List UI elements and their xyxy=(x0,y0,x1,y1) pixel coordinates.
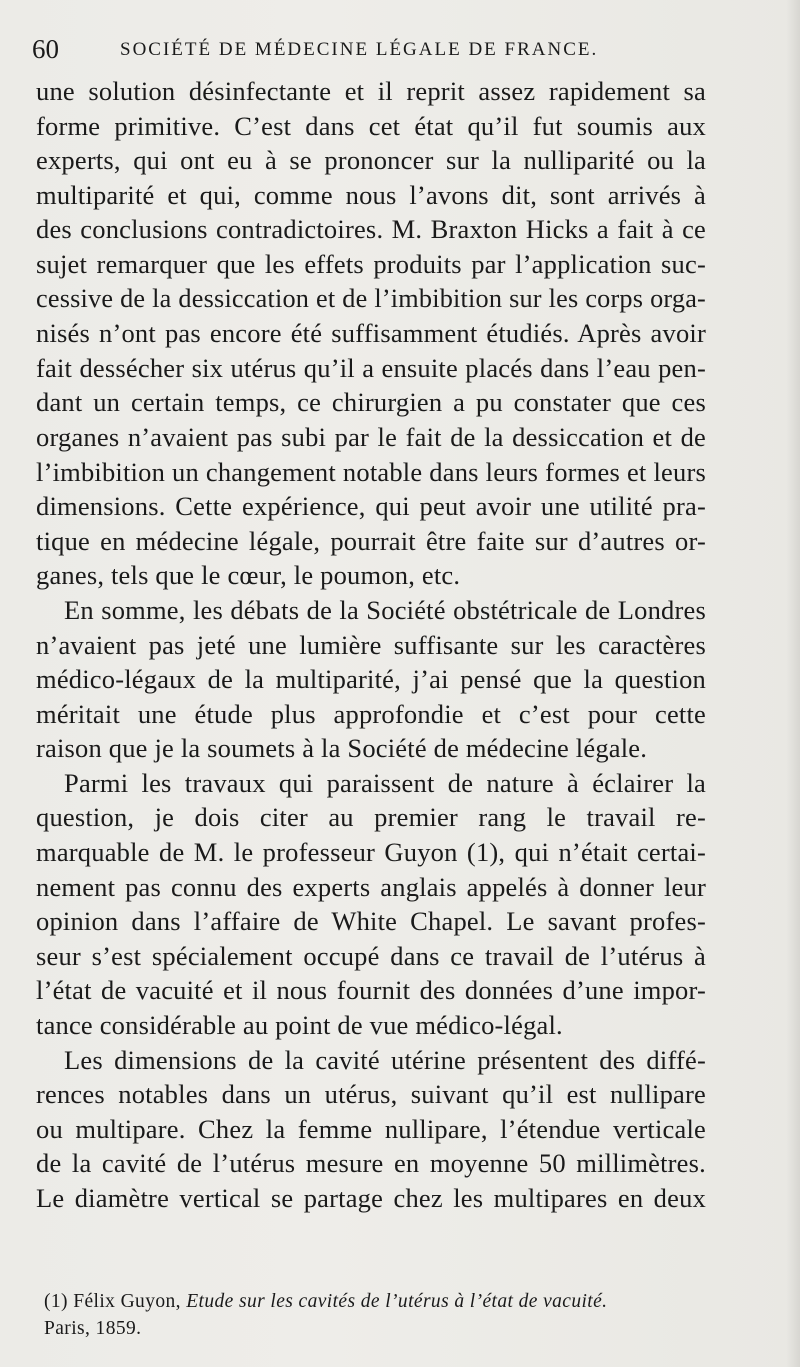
text-line: Parmi les travaux qui paraissent de nature à éclairer la xyxy=(64,767,706,798)
text-line: organes n’avaient pas subi par le fait de la dessiccation et de xyxy=(36,421,706,452)
text-line: médico-légaux de la multiparité, j’ai pensé que la question xyxy=(36,664,706,695)
text-line: nisés n’ont pas encore été suffisamment étudiés. Après avoir xyxy=(36,318,706,349)
text-line: seur s’est spécialement occupé dans ce travail de l’utérus à xyxy=(36,940,706,971)
text-line: méritait une étude plus approfondie et c’est pour cette xyxy=(36,698,706,729)
footnote-title: Etude sur les cavités de l’utérus à l’état de vacuité. xyxy=(186,1291,608,1312)
text-line: Le diamètre vertical se partage chez les multipares en deux xyxy=(36,1183,706,1213)
paragraph-1 xyxy=(36,74,706,593)
text-line: dant un certain temps, ce chirurgien a pu constater que ces xyxy=(36,387,706,418)
text-line: nement pas connu des experts anglais appelés à donner leur xyxy=(36,871,706,902)
page-edge-shadow xyxy=(786,0,800,1367)
text-line: experts, qui ont eu à se prononcer sur la nulliparité ou la xyxy=(36,145,706,176)
body-text xyxy=(36,74,706,1216)
text-line: de la cavité de l’utérus mesure en moyenne 50 millimètres. xyxy=(36,1148,706,1179)
page-header xyxy=(32,34,732,70)
running-head: SOCIÉTÉ DE MÉDECINE LÉGALE DE FRANCE. xyxy=(120,39,599,60)
text-line: tance considérable au point de vue médico-légal. xyxy=(36,1010,563,1041)
footnote-place-date: Paris, 1859. xyxy=(44,1318,142,1339)
text-line: forme primitive. C’est dans cet état qu’il fut soumis aux xyxy=(36,110,706,141)
text-line: En somme, les débats de la Société obstétricale de Londres xyxy=(64,594,706,625)
text-line: tique en médecine légale, pourrait être faite sur d’autres or- xyxy=(36,525,706,556)
text-line: fait dessécher six utérus qu’il a ensuite placés dans l’eau pen- xyxy=(36,352,706,383)
text-line: question, je dois citer au premier rang le travail re- xyxy=(36,802,706,833)
footnote-marker: (1) Félix Guyon, xyxy=(44,1291,181,1312)
text-line: rences notables dans un utérus, suivant qu’il est nullipare xyxy=(36,1079,706,1110)
text-line: cessive de la dessiccation et de l’imbibition sur les corps orga- xyxy=(36,283,706,313)
text-line: l’imbibition un changement notable dans leurs formes et leurs xyxy=(36,456,706,487)
footnote xyxy=(44,1288,710,1342)
paragraph-3 xyxy=(36,766,706,1043)
paragraph-2 xyxy=(36,593,706,766)
text-line: sujet remarquer que les effets produits par l’application suc- xyxy=(36,248,706,279)
text-line: opinion dans l’affaire de White Chapel. Le savant profes- xyxy=(36,906,706,937)
text-line: une solution désinfectante et il reprit assez rapidement sa xyxy=(36,76,706,106)
text-line: des conclusions contradictoires. M. Braxton Hicks a fait à ce xyxy=(36,214,706,245)
text-line: Les dimensions de la cavité utérine présentent des diffé- xyxy=(64,1044,706,1075)
text-line: dimensions. Cette expérience, qui peut avoir une utilité pra- xyxy=(36,491,706,522)
text-line: multiparité et qui, comme nous l’avons dit, sont arrivés à xyxy=(36,179,706,210)
text-line: raison que je la soumets à la Société de médecine légale. xyxy=(36,733,648,764)
text-line: marquable de M. le professeur Guyon (1), qui n’était certai- xyxy=(36,837,706,868)
page-number: 60 xyxy=(32,34,59,64)
footnote-line-1 xyxy=(44,1288,710,1315)
text-line: ganes, tels que le cœur, le poumon, etc. xyxy=(36,560,461,591)
paragraph-4 xyxy=(36,1043,706,1216)
text-line: n’avaient pas jeté une lumière suffisante sur les caractères xyxy=(36,629,706,660)
text-line: ou multipare. Chez la femme nullipare, l’étendue verticale xyxy=(36,1113,706,1144)
text-line: l’état de vacuité et il nous fournit des données d’une impor- xyxy=(36,975,706,1006)
